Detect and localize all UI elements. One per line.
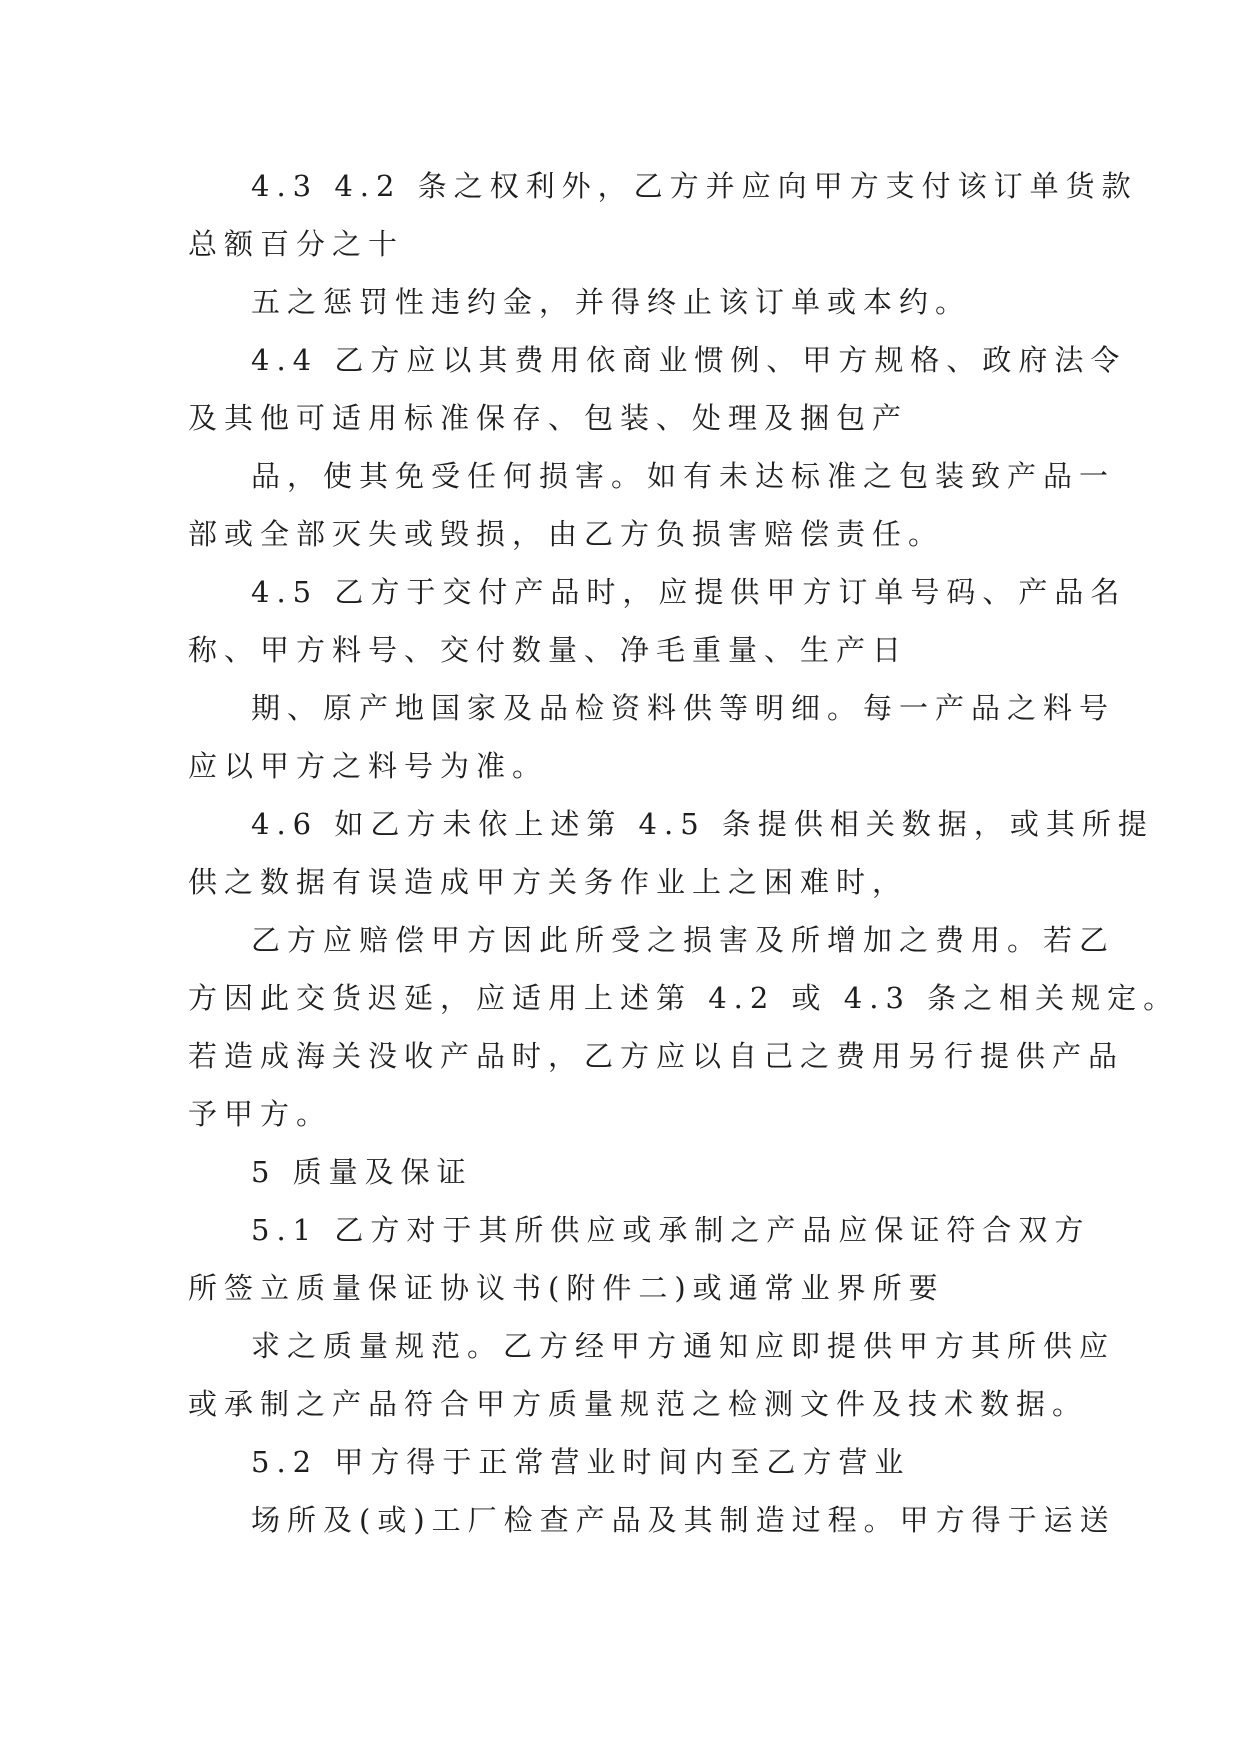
text-line: 及其他可适用标准保存、包装、处理及捆包产 xyxy=(188,401,909,435)
text-line: 供之数据有误造成甲方关务作业上之困难时， xyxy=(188,865,909,899)
text-line: 称、甲方料号、交付数量、净毛重量、生产日 xyxy=(188,633,909,667)
text-line: 应以甲方之料号为准。 xyxy=(188,749,549,783)
text-line: 5.2 甲方得于正常营业时间内至乙方营业 xyxy=(251,1445,911,1479)
text-line: 或承制之产品符合甲方质量规范之检测文件及技术数据。 xyxy=(188,1387,1089,1421)
text-line: 若造成海关没收产品时，乙方应以自己之费用另行提供产品 xyxy=(188,1039,1125,1073)
text-line: 5.1 乙方对于其所供应或承制之产品应保证符合双方 xyxy=(251,1213,1091,1247)
text-line: 品，使其免受任何损害。如有未达标准之包装致产品一 xyxy=(251,459,1116,493)
text-line: 部或全部灭失或毁损，由乙方负损害赔偿责任。 xyxy=(188,517,945,551)
text-line: 期、原产地国家及品检资料供等明细。每一产品之料号 xyxy=(251,691,1116,725)
text-line: 4.5 乙方于交付产品时，应提供甲方订单号码、产品名 xyxy=(251,575,1127,609)
text-line: 4.4 乙方应以其费用依商业惯例、甲方规格、政府法令 xyxy=(251,343,1127,377)
text-line: 场所及(或)工厂检查产品及其制造过程。甲方得于运送 xyxy=(251,1503,1116,1537)
text-line: 五之惩罚性违约金，并得终止该订单或本约。 xyxy=(251,285,972,319)
text-line: 予甲方。 xyxy=(188,1097,333,1131)
text-line: 所签立质量保证协议书(附件二)或通常业界所要 xyxy=(188,1271,945,1305)
section-heading: 5 质量及保证 xyxy=(251,1155,473,1189)
text-line: 4.3 4.2 条之权利外，乙方并应向甲方支付该订单货款 xyxy=(251,169,1138,203)
text-line: 求之质量规范。乙方经甲方通知应即提供甲方其所供应 xyxy=(251,1329,1116,1363)
text-line: 乙方应赔偿甲方因此所受之损害及所增加之费用。若乙 xyxy=(251,923,1116,957)
text-line: 总额百分之十 xyxy=(188,227,405,261)
text-line: 方因此交货迟延，应适用上述第 4.2 或 4.3 条之相关规定。 xyxy=(188,981,1180,1015)
text-line: 4.6 如乙方未依上述第 4.5 条提供相关数据，或其所提 xyxy=(251,807,1154,841)
